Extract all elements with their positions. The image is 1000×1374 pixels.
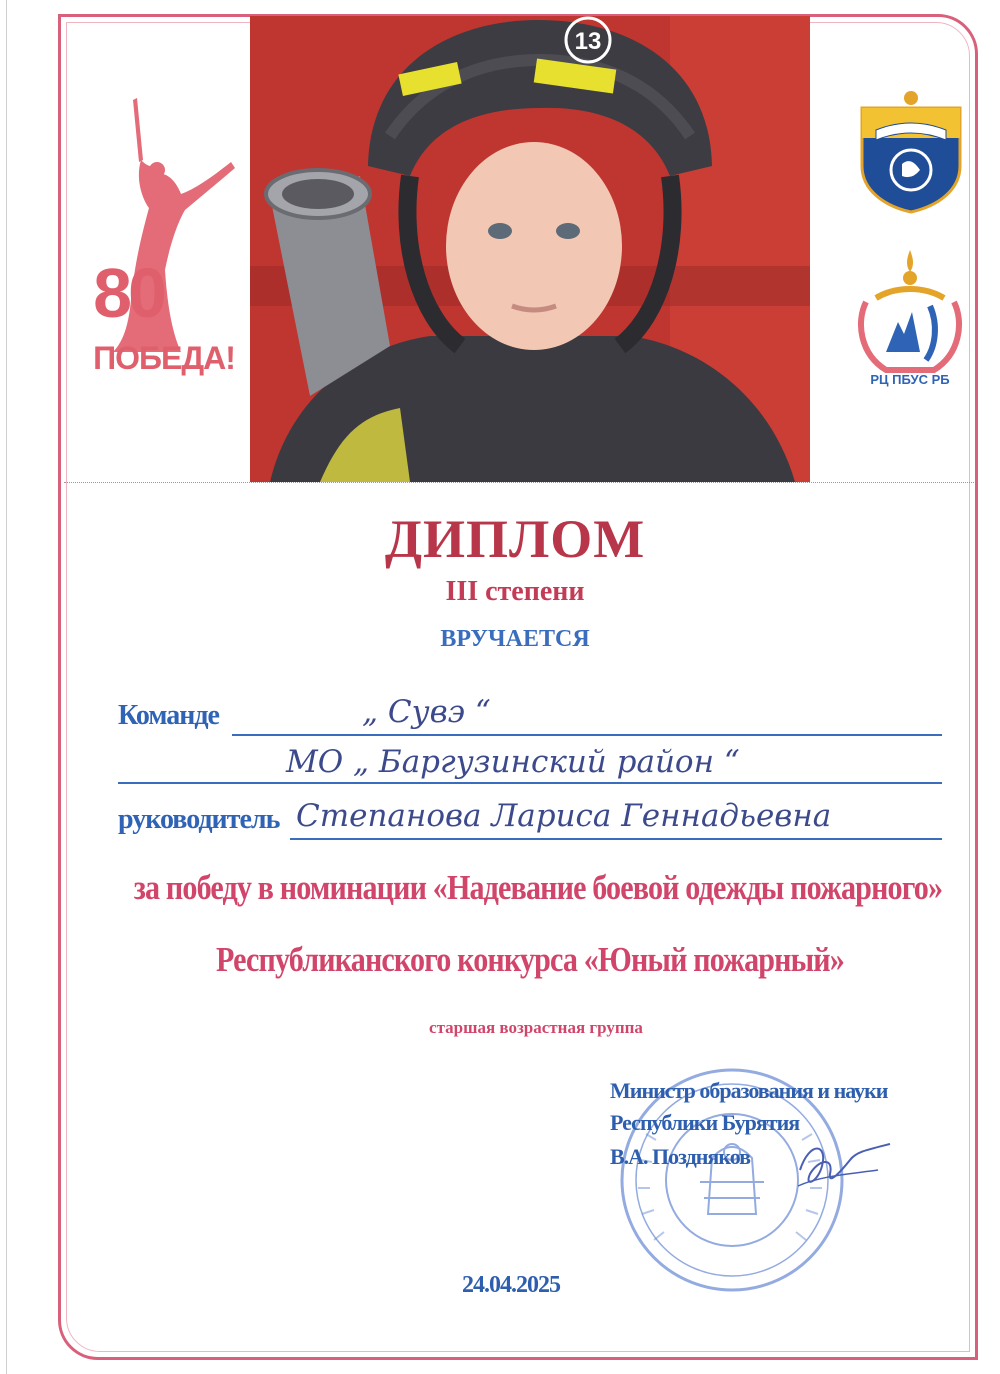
municipality-handwritten: МО „ Баргузинский район “ <box>286 744 740 780</box>
rc-center-logo-icon <box>846 242 974 390</box>
team-underline <box>232 734 942 736</box>
issue-date: 24.04.2025 <box>462 1272 560 1298</box>
ministry-crest-icon <box>858 86 964 214</box>
team-label: Команде <box>118 700 219 731</box>
signatory-region: Республики Бурятия <box>610 1110 800 1135</box>
award-contest: Республиканского конкурса «Юный пожарный» <box>216 940 844 979</box>
scan-edge-line <box>6 0 7 1374</box>
diploma-title: ДИПЛОМ <box>384 509 646 569</box>
handwritten-signature <box>770 1130 910 1200</box>
signatory-name: В.А. Поздняков <box>610 1144 751 1169</box>
victory-logo-word: ПОБЕДА! <box>93 340 235 376</box>
firefighter-child-photo <box>250 16 810 482</box>
signatory-position: Министр образования и науки <box>610 1078 888 1103</box>
header-divider <box>64 482 974 483</box>
diploma-degree: III степени <box>445 576 585 607</box>
victory-logo-number: 80 <box>93 254 163 332</box>
rc-logo-text: РЦ ПБУС РБ <box>870 372 950 387</box>
award-nomination: за победу в номинации «Надевание боевой одежды пожарного» <box>133 868 943 907</box>
helmet-number: 13 <box>574 28 602 55</box>
diploma-awarded: ВРУЧАЕТСЯ <box>440 626 590 652</box>
municipality-underline <box>118 782 942 784</box>
team-name-handwritten: „ Сувэ “ <box>362 694 491 730</box>
leader-label: руководитель <box>118 804 280 835</box>
leader-underline <box>290 838 942 840</box>
award-age-group: старшая возрастная группа <box>429 1018 643 1037</box>
leader-name-handwritten: Степанова Лариса Геннадьевна <box>296 798 832 834</box>
